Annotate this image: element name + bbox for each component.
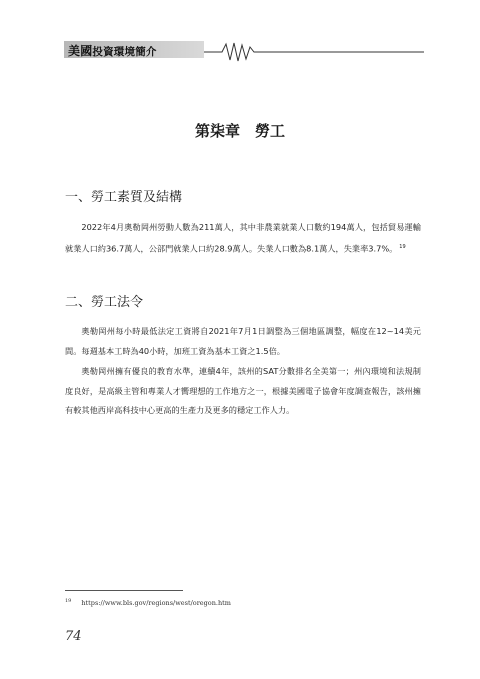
section-2-paragraph-1: 奧勒岡州每小時最低法定工資將自2021年7月1日調整為三個地區調整，幅度在12~14美元間。每週基本工時為40小時，加班工資為基本工資之1.5倍。 xyxy=(65,326,421,356)
header-pulse-line-icon xyxy=(64,40,424,64)
section-2-paragraph-2: 奧勒岡州擁有優良的教育水準，連續4年，該州的SAT分數排名全美第一；州內環境和法規制度良好，是高級主管和專業人才嚮理想的工作地方之一，根據美國電子協會年度調查報告，該州擁有較其他西岸高科技中心更高的生產力及更多的穩定工作人力。 xyxy=(65,366,421,415)
footnote-reference: 19 xyxy=(399,243,406,250)
section-1-paragraph xyxy=(65,218,421,259)
footnote xyxy=(65,598,231,607)
footnote-text: https://www.bls.gov/regions/west/oregon.htm xyxy=(81,599,231,608)
page-number: 74 xyxy=(65,629,82,644)
header-title: 投資環境簡介 xyxy=(92,46,157,58)
footnote-number: 19 xyxy=(65,598,72,604)
paragraph-text: 2022年4月奧勒岡州勞動人數為211萬人，其中非農業就業人口數約194萬人，包括貿易運輸就業人口約36.7萬人，公部門就業人口約28.9萬人。失業人口數為8.1萬人，失業率3.7%。 xyxy=(65,222,421,254)
section-heading-1: 一、勞工素質及結構 xyxy=(65,190,183,205)
chapter-title: 第柒章 勞工 xyxy=(194,122,285,140)
header-prefix: 美國 xyxy=(68,44,93,58)
footnote-divider xyxy=(65,590,183,591)
section-heading-2: 二、勞工法令 xyxy=(65,295,144,310)
